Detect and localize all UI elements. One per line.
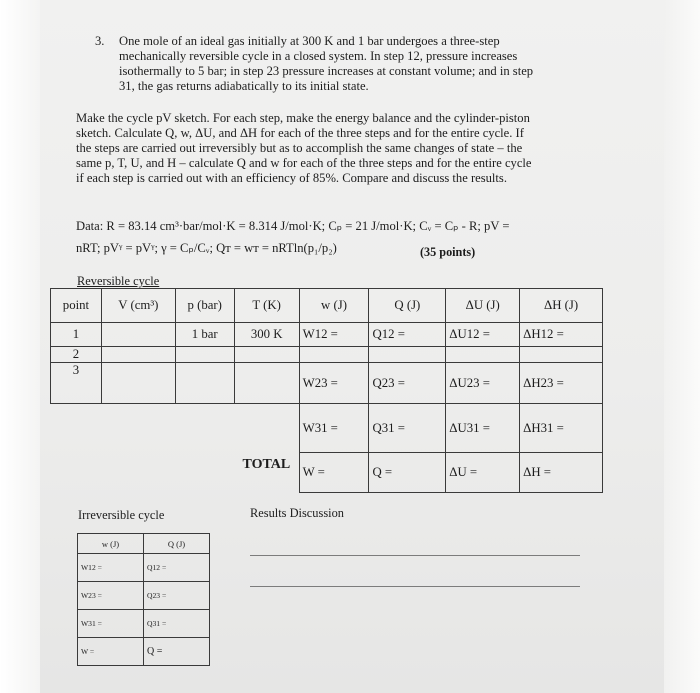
- instruction-line: if each step is carried out with an efficiency of 85%. Compare and discuss the results.: [76, 171, 507, 185]
- statement-line: mechanically reversible cycle in a closed system. In step 12, pressure increases: [119, 49, 518, 63]
- total-row: [51, 453, 603, 493]
- statement-line: One mole of an ideal gas initially at 300 K and 1 bar undergoes a three-step: [119, 34, 500, 48]
- table-cell: 300 K: [234, 323, 299, 347]
- irreversible-caption: Irreversible cycle: [78, 508, 165, 522]
- table-cell[interactable]: [299, 347, 369, 363]
- table-cell: 1: [51, 323, 102, 347]
- header-cell: w (J): [78, 534, 144, 554]
- table-cell[interactable]: ΔU23 =: [446, 363, 520, 404]
- problem-instructions: [76, 111, 532, 186]
- instruction-line: Make the cycle pV sketch. For each step, make the energy balance and the cylinder-piston: [76, 111, 530, 125]
- reversible-table: [50, 288, 603, 493]
- discussion-line[interactable]: [250, 586, 580, 587]
- discussion-line[interactable]: [250, 555, 580, 556]
- results-caption: Results Discussion: [250, 506, 344, 520]
- reversible-header-row: [51, 289, 603, 323]
- page-margin-left: [0, 0, 40, 693]
- total-label: TOTAL: [234, 453, 299, 493]
- table-cell[interactable]: Q23 =: [144, 582, 210, 610]
- table-cell: 3: [51, 363, 102, 404]
- table-cell[interactable]: Q12 =: [369, 323, 446, 347]
- table-cell: 1 bar: [175, 323, 234, 347]
- data-line: Data: R = 83.14 cm³·bar/mol·K = 8.314 J/mol·K; Cₚ = 21 J/mol·K; Cᵥ = Cₚ - R; pV =: [76, 219, 510, 233]
- page-margin-right: [664, 0, 700, 693]
- total-cell[interactable]: W =: [299, 453, 369, 493]
- empty-cell: [101, 404, 175, 453]
- header-cell: point: [51, 289, 102, 323]
- header-cell: ΔH (J): [520, 289, 603, 323]
- header-cell: w (J): [299, 289, 369, 323]
- table-cell[interactable]: W23 =: [299, 363, 369, 404]
- table-row: [78, 610, 210, 638]
- header-cell: p (bar): [175, 289, 234, 323]
- table-cell[interactable]: [175, 347, 234, 363]
- empty-cell: [101, 453, 175, 493]
- problem-number: 3.: [95, 34, 105, 48]
- header-cell: ΔU (J): [446, 289, 520, 323]
- table-cell[interactable]: [446, 347, 520, 363]
- statement-line: isothermally to 5 bar; in step 23 pressure increases at constant volume; and in step: [119, 64, 534, 78]
- table-cell[interactable]: ΔU31 =: [446, 404, 520, 453]
- table-cell[interactable]: [101, 347, 175, 363]
- table-row: [51, 363, 603, 404]
- total-cell[interactable]: ΔU =: [446, 453, 520, 493]
- header-cell: Q (J): [369, 289, 446, 323]
- reversible-caption: Reversible cycle: [77, 274, 160, 288]
- table-row: [78, 554, 210, 582]
- table-cell[interactable]: [369, 347, 446, 363]
- header-cell: V (cm³): [101, 289, 175, 323]
- table-cell[interactable]: [101, 363, 175, 404]
- table-row: [51, 347, 603, 363]
- table-row: [51, 404, 603, 453]
- irreversible-table: [77, 533, 210, 666]
- table-cell[interactable]: W31 =: [78, 610, 144, 638]
- irreversible-header-row: [78, 534, 210, 554]
- statement-line: 31, the gas returns adiabatically to its initial state.: [119, 79, 369, 93]
- table-row: [78, 638, 210, 666]
- empty-cell: [175, 453, 234, 493]
- data-line: nRT; pVᵞ = pVᵞ; γ = Cₚ/Cᵥ; Qᴛ = wᴛ = nRTln(p₁/p₂): [76, 241, 337, 255]
- instruction-line: sketch. Calculate Q, w, ΔU, and ΔH for each of the three steps and for the entire cycle. If: [76, 126, 524, 140]
- empty-cell: [51, 404, 102, 453]
- total-cell[interactable]: ΔH =: [520, 453, 603, 493]
- table-cell[interactable]: Q =: [144, 638, 210, 666]
- table-cell[interactable]: Q31 =: [144, 610, 210, 638]
- instruction-line: the steps are carried out irreversibly but as to accomplish the same changes of state – the: [76, 141, 523, 155]
- table-cell[interactable]: [234, 347, 299, 363]
- table-cell[interactable]: [101, 323, 175, 347]
- table-cell[interactable]: Q31 =: [369, 404, 446, 453]
- empty-cell: [51, 453, 102, 493]
- table-cell[interactable]: ΔH12 =: [520, 323, 603, 347]
- instruction-line: same p, T, U, and H – calculate Q and w for each of the three steps and for the entire cycle: [76, 156, 532, 170]
- table-row: [78, 582, 210, 610]
- header-cell: T (K): [234, 289, 299, 323]
- table-cell[interactable]: W12 =: [299, 323, 369, 347]
- points-label: (35 points): [420, 245, 476, 259]
- table-cell[interactable]: W =: [78, 638, 144, 666]
- empty-cell: [234, 404, 299, 453]
- table-cell[interactable]: W31 =: [299, 404, 369, 453]
- table-cell[interactable]: ΔH31 =: [520, 404, 603, 453]
- table-cell: 2: [51, 347, 102, 363]
- total-cell[interactable]: Q =: [369, 453, 446, 493]
- empty-cell: [175, 404, 234, 453]
- table-cell[interactable]: W12 =: [78, 554, 144, 582]
- table-cell[interactable]: [520, 347, 603, 363]
- table-cell[interactable]: ΔU12 =: [446, 323, 520, 347]
- table-cell[interactable]: Q12 =: [144, 554, 210, 582]
- header-cell: Q (J): [144, 534, 210, 554]
- table-cell[interactable]: [175, 363, 234, 404]
- table-cell[interactable]: Q23 =: [369, 363, 446, 404]
- table-cell[interactable]: W23 =: [78, 582, 144, 610]
- table-row: [51, 323, 603, 347]
- table-cell[interactable]: [234, 363, 299, 404]
- table-cell[interactable]: ΔH23 =: [520, 363, 603, 404]
- problem-statement: [119, 34, 533, 94]
